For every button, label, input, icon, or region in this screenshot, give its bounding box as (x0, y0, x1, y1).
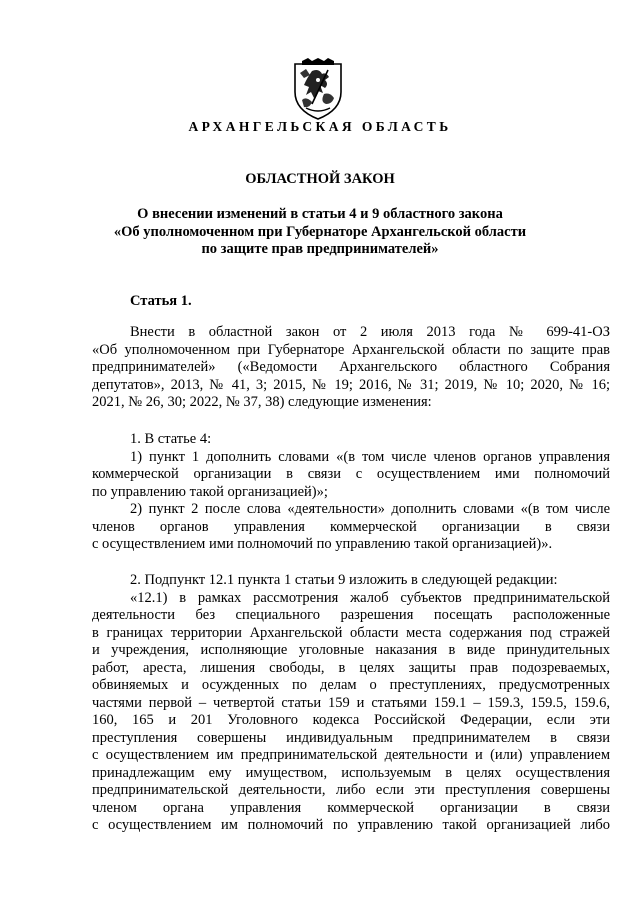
article-heading: Статья 1. (130, 293, 192, 309)
text-line: работ, ареста, лишения свободы, в целях защиты прав подозреваемых, (92, 659, 610, 676)
text-line: членом органа управления коммерческой организации в связи (92, 799, 610, 816)
text-line: предпринимателей» («Ведомости Архангельского областного Собрания (92, 359, 610, 375)
text-line: «12.1) в рамках рассмотрения жалоб субъектов предпринимательской (130, 589, 610, 606)
text-line: 1) пункт 1 дополнить словами «(в том числе членов органов управления (130, 448, 610, 465)
text-line: коммерческой организации в связи с осуществлением ими полномочий (92, 466, 610, 482)
item-2-heading: 2. Подпункт 12.1 пункта 1 статьи 9 изложить в следующей редакции: (130, 572, 558, 588)
text-line: 160, 165 и 201 Уголовного кодекса Российской Федерации, если эти (92, 712, 610, 728)
item-2-section (92, 572, 610, 835)
text-line: в границах территории Архангельской области места содержания под стражей (92, 624, 610, 641)
text-line: деятельности без специального разрешения посещать расположенные (92, 607, 610, 623)
text-line: с осуществлением им предпринимательской деятельности и (или) управлением (92, 747, 610, 763)
intro-paragraph (92, 324, 610, 412)
text-line: членов органов управления коммерческой организации в связи (92, 518, 610, 535)
text-line: Внести в областной закон от 2 июля 2013 года № 699-41-ОЗ (130, 324, 610, 340)
text-line: по управлению такой организацией)»; (92, 483, 328, 500)
text-line: частями первой – четвертой статьи 159 и статьями 159.1 – 159.3, 159.5, 159.6, (92, 694, 610, 711)
text-line: с осуществлением им полномочий по управлению такой организацией либо (92, 817, 610, 833)
item-1-heading: 1. В статье 4: (130, 431, 212, 447)
text-line: предпринимательской деятельности, либо если эти преступления совершены (92, 782, 610, 798)
law-title-line: «Об уполномоченном при Губернаторе Архангельской области (113, 223, 527, 240)
text-line: обвиняемых и осужденных по делам о преступлениях, предусмотренных (92, 677, 610, 693)
text-line: принадлежащим ему имуществом, используемым в целях осуществления (92, 764, 610, 781)
law-type-heading: ОБЛАСТНОЙ ЗАКОН (245, 171, 395, 187)
text-line: преступления совершены индивидуальным предпринимателем в связи (92, 729, 610, 746)
law-title-line: по защите прав предпринимателей» (201, 241, 439, 257)
law-title (70, 206, 570, 259)
text-line: и учреждения, исполняющие уголовные наказания в виде принудительных (92, 642, 610, 658)
text-line: 2) пункт 2 после слова «деятельности» дополнить словами «(в том числе (130, 501, 610, 517)
coat-of-arms-icon (292, 58, 344, 122)
text-line: депутатов», 2013, № 41, 3; 2015, № 19; 2016, № 31; 2019, № 10; 2020, № 16; (92, 376, 610, 393)
text-line: 2021, № 26, 30; 2022, № 37, 38) следующие изменения: (92, 394, 432, 410)
text-line: с осуществлением ими полномочий по управлению такой организацией)». (92, 536, 553, 552)
law-title-line: О внесении изменений в статьи 4 и 9 областного закона (137, 206, 503, 222)
text-line: «Об уполномоченном при Губернаторе Архангельской области по защите прав (92, 341, 610, 358)
region-name: АРХАНГЕЛЬСКАЯ ОБЛАСТЬ (188, 119, 452, 134)
item-1-section (92, 431, 610, 554)
